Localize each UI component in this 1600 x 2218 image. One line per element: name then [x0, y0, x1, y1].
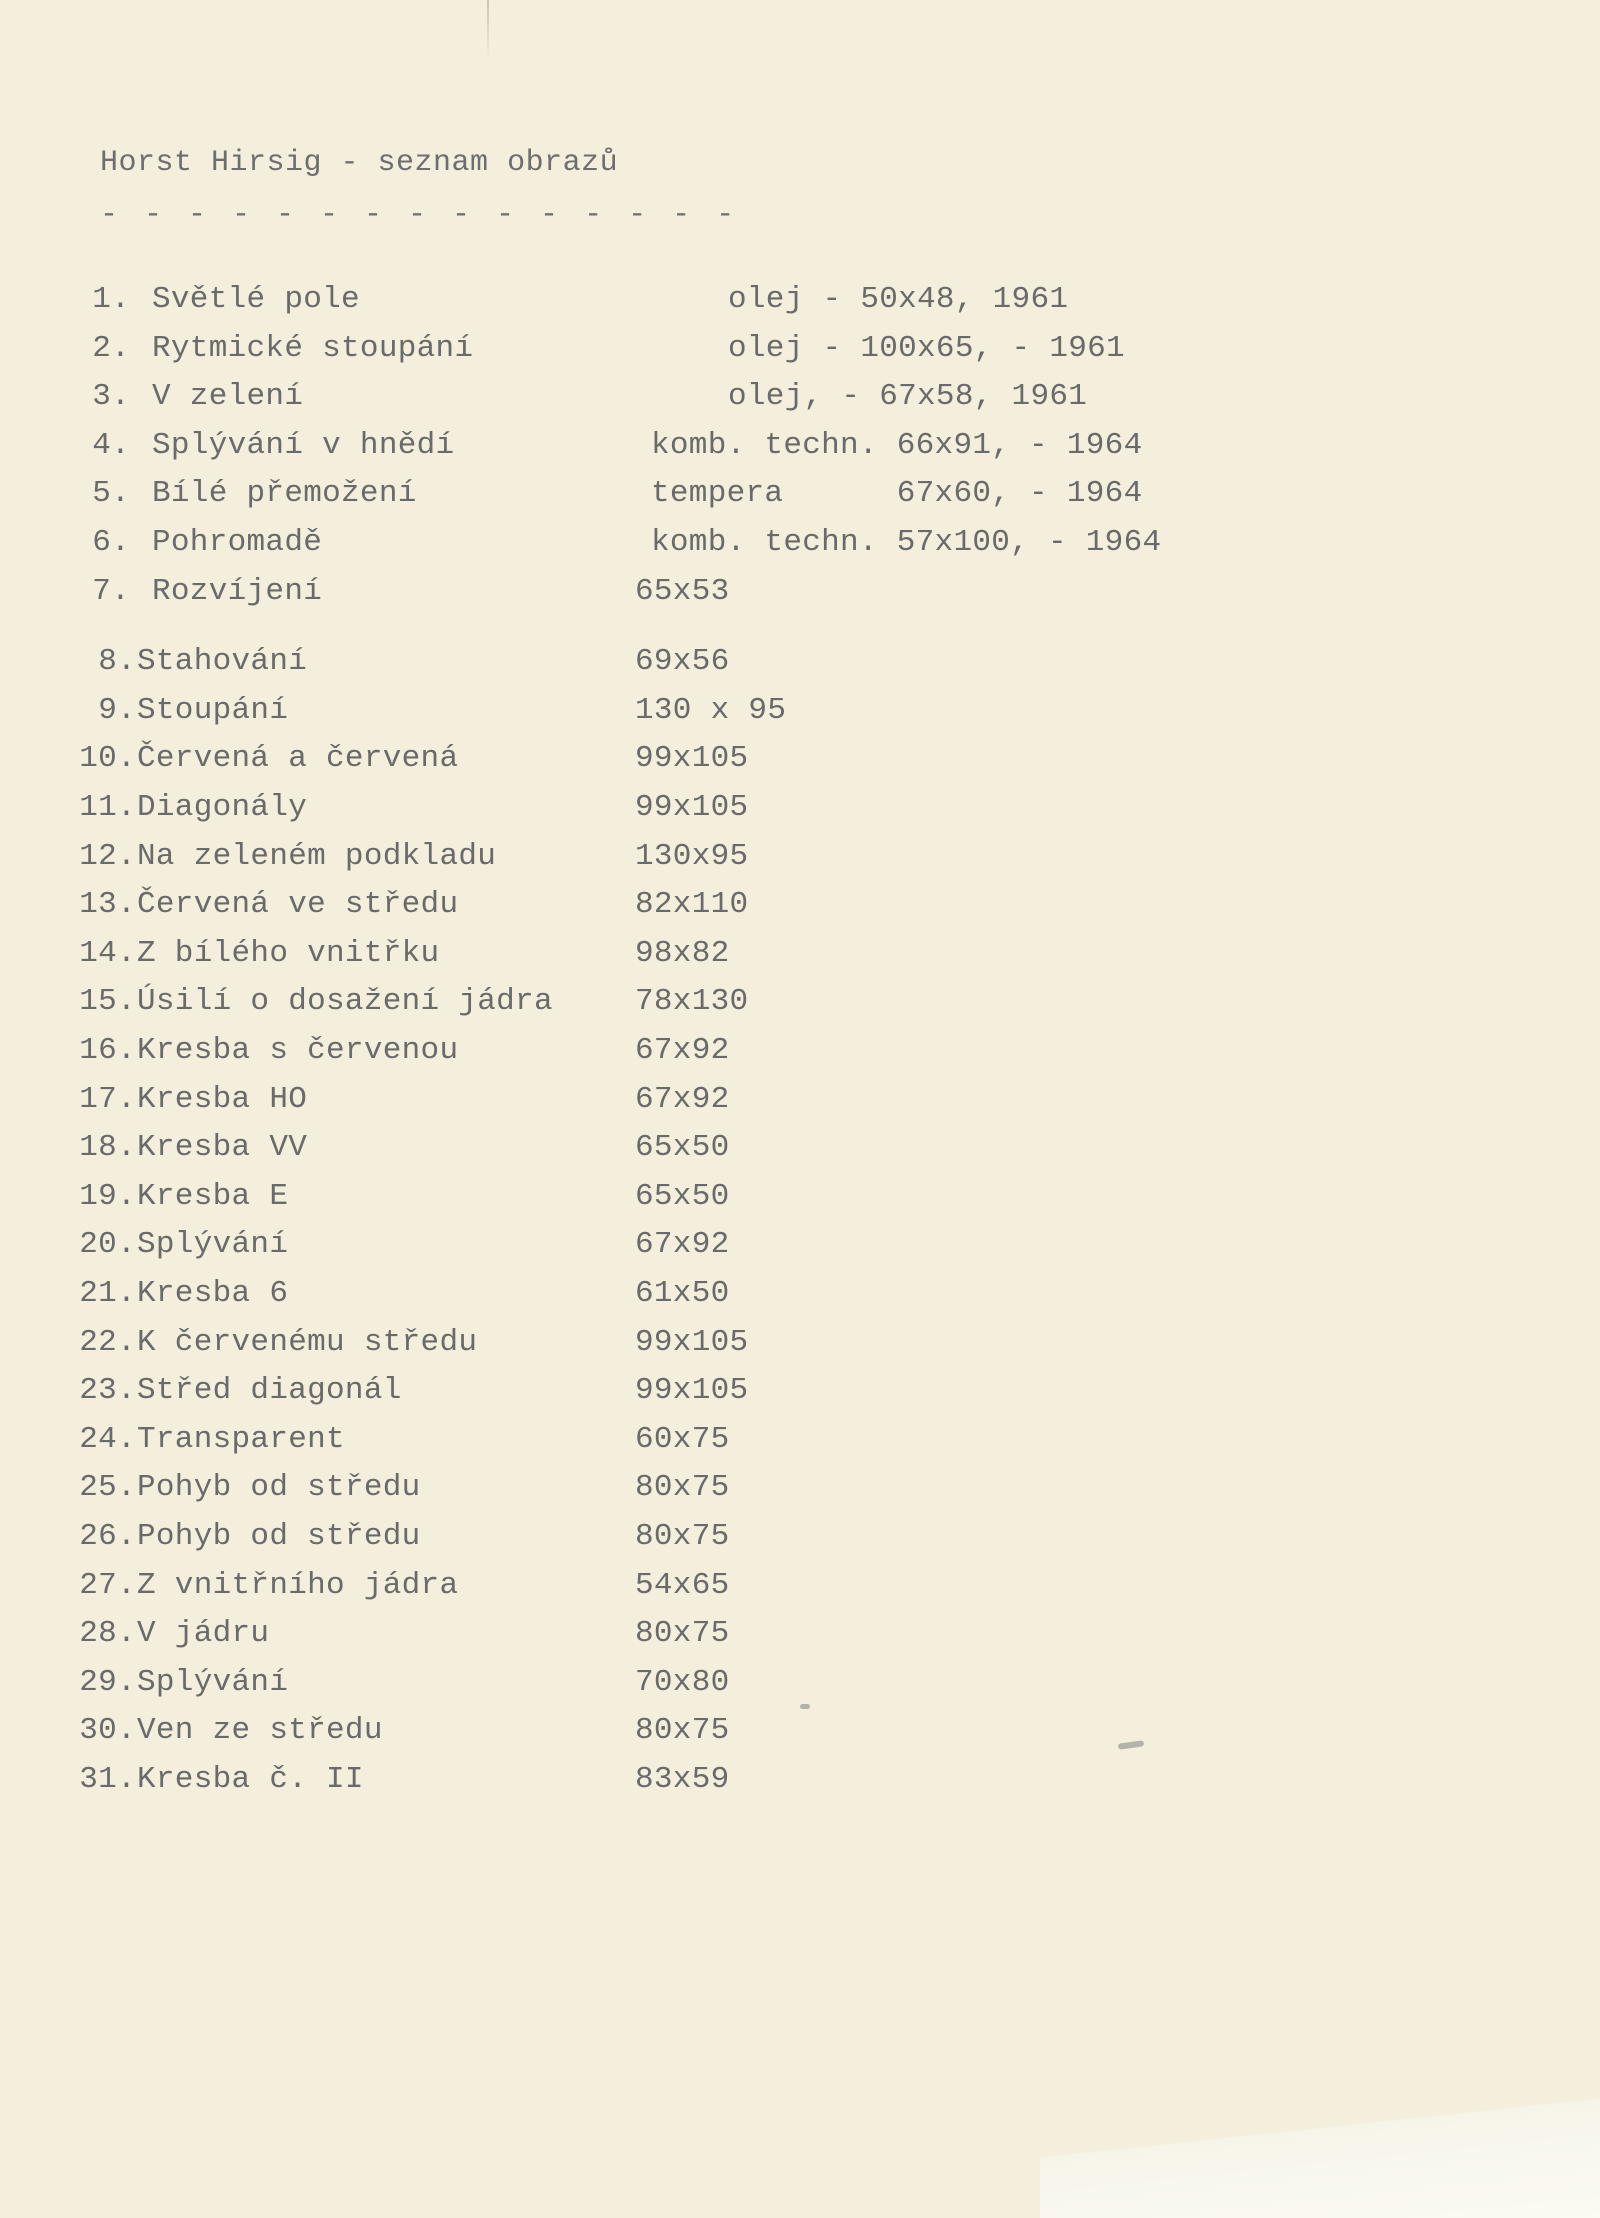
painting-details: 54x65: [635, 1568, 730, 1603]
painting-title: Střed diagonál: [137, 1373, 402, 1408]
painting-title: V jádru: [137, 1616, 270, 1651]
item-number: 24.: [79, 1422, 136, 1457]
painting-title: Kresba 6: [137, 1276, 289, 1311]
item-number: 22.: [79, 1325, 136, 1360]
painting-title: Pohyb od středu: [137, 1519, 421, 1554]
item-number: 31.: [79, 1762, 136, 1797]
painting-title: Červená a červená: [137, 741, 459, 776]
item-number: 5.: [92, 476, 130, 511]
painting-title: Úsilí o dosažení jádra: [137, 984, 553, 1019]
painting-details: 61x50: [635, 1276, 730, 1311]
document-heading: Horst Hirsig - seznam obrazů: [100, 146, 619, 180]
painting-details: olej - 50x48, 1961: [728, 282, 1069, 317]
painting-title: Kresba č. II: [137, 1762, 364, 1797]
painting-details: 80x75: [635, 1616, 730, 1651]
painting-title: Z vnitřního jádra: [137, 1568, 459, 1603]
painting-title: Transparent: [137, 1422, 345, 1457]
item-number: 30.: [79, 1713, 136, 1748]
painting-title: Kresba E: [137, 1179, 289, 1214]
item-number: 20.: [79, 1227, 136, 1262]
painting-details: 67x92: [635, 1227, 730, 1262]
item-number: 7.: [92, 574, 130, 609]
item-number: 6.: [92, 525, 130, 560]
painting-title: Na zeleném podkladu: [137, 839, 497, 874]
painting-title: K červenému středu: [137, 1325, 478, 1360]
painting-title: Kresba HO: [137, 1082, 308, 1117]
painting-details: komb. techn. 66x91, - 1964: [651, 428, 1143, 463]
painting-details: 80x75: [635, 1519, 730, 1554]
painting-details: 67x92: [635, 1082, 730, 1117]
painting-details: 80x75: [635, 1470, 730, 1505]
painting-details: 65x53: [635, 574, 730, 609]
item-number: 1.: [92, 282, 130, 317]
painting-details: 70x80: [635, 1665, 730, 1700]
painting-details: 65x50: [635, 1179, 730, 1214]
painting-details: 80x75: [635, 1713, 730, 1748]
item-number: 19.: [79, 1179, 136, 1214]
painting-title: Diagonály: [137, 790, 308, 825]
painting-title: Splývání: [137, 1665, 289, 1700]
item-number: 23.: [79, 1373, 136, 1408]
painting-title: Splývání: [137, 1227, 289, 1262]
item-number: 3.: [92, 379, 130, 414]
item-number: 12.: [79, 839, 136, 874]
painting-details: 78x130: [635, 984, 749, 1019]
item-number: 16.: [79, 1033, 136, 1068]
item-number: 9.: [98, 693, 136, 728]
painting-title: Světlé pole: [152, 282, 360, 317]
item-number: 15.: [79, 984, 136, 1019]
painting-title: Pohyb od středu: [137, 1470, 421, 1505]
item-number: 13.: [79, 887, 136, 922]
painting-details: 83x59: [635, 1762, 730, 1797]
painting-details: olej - 100x65, - 1961: [728, 331, 1125, 366]
painting-details: 99x105: [635, 1325, 749, 1360]
painting-title: Rytmické stoupání: [152, 331, 474, 366]
item-number: 4.: [92, 428, 130, 463]
painting-details: 60x75: [635, 1422, 730, 1457]
item-number: 14.: [79, 936, 136, 971]
painting-details: 99x105: [635, 1373, 749, 1408]
painting-title: Splývání v hnědí: [152, 428, 455, 463]
painting-title: Stahování: [137, 644, 308, 679]
painting-title: Pohromadě: [152, 525, 323, 560]
painting-details: komb. techn. 57x100, - 1964: [651, 525, 1162, 560]
painting-details: 82x110: [635, 887, 749, 922]
item-number: 28.: [79, 1616, 136, 1651]
painting-title: Ven ze středu: [137, 1713, 383, 1748]
painting-title: Bílé přemožení: [152, 476, 417, 511]
item-number: 27.: [79, 1568, 136, 1603]
painting-details: 67x92: [635, 1033, 730, 1068]
painting-details: 69x56: [635, 644, 730, 679]
item-number: 2.: [92, 331, 130, 366]
ink-smudge: [1118, 1740, 1145, 1750]
item-number: 17.: [79, 1082, 136, 1117]
item-number: 8.: [98, 644, 136, 679]
heading-underline: - - - - - - - - - - - - - - -: [100, 198, 739, 232]
painting-title: Z bílého vnitřku: [137, 936, 440, 971]
painting-title: Rozvíjení: [152, 574, 323, 609]
painting-details: olej, - 67x58, 1961: [728, 379, 1088, 414]
item-number: 25.: [79, 1470, 136, 1505]
painting-details: 65x50: [635, 1130, 730, 1165]
painting-details: tempera 67x60, - 1964: [651, 476, 1143, 511]
paper-fold-mark: [487, 0, 489, 60]
painting-details: 130 x 95: [635, 693, 787, 728]
item-number: 21.: [79, 1276, 136, 1311]
painting-title: Kresba VV: [137, 1130, 308, 1165]
item-number: 29.: [79, 1665, 136, 1700]
painting-title: V zelení: [152, 379, 304, 414]
painting-title: Kresba s červenou: [137, 1033, 459, 1068]
painting-title: Červená ve středu: [137, 887, 459, 922]
item-number: 11.: [79, 790, 136, 825]
painting-details: 98x82: [635, 936, 730, 971]
painting-title: Stoupání: [137, 693, 289, 728]
painting-details: 99x105: [635, 790, 749, 825]
painting-details: 130x95: [635, 839, 749, 874]
painting-details: 99x105: [635, 741, 749, 776]
item-number: 26.: [79, 1519, 136, 1554]
ink-smudge: [800, 1704, 810, 1709]
item-number: 18.: [79, 1130, 136, 1165]
item-number: 10.: [79, 741, 136, 776]
